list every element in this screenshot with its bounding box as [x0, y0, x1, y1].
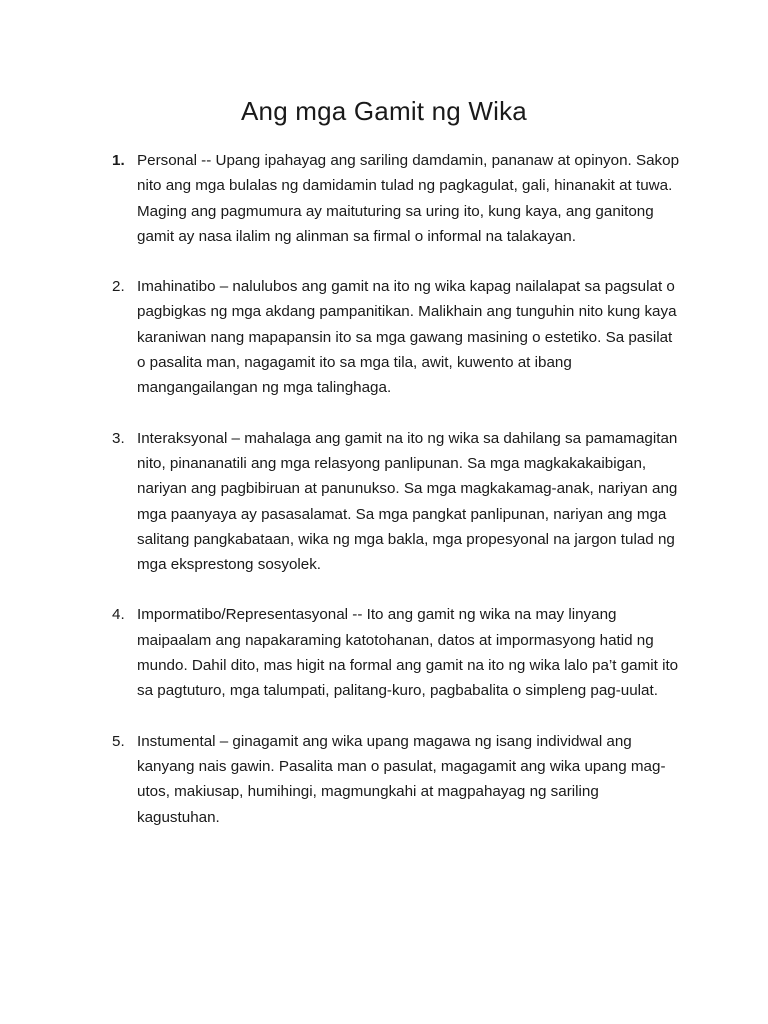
- list-item-number: 5.: [112, 732, 125, 750]
- list-item-text: Interaksyonal – mahalaga ang gamit na ito ng wika sa dahilang sa pamamagitan nito, pinananatili ang mga relasyong panlipunan. Sa mga magkakakaibigan, nariyan ang pagbibiruan at panunukso. Sa mga magkakamag-anak, nariyan ang mga paanyaya ay pasasalamat. Sa mga pangkat panlipunan, nariyan ang mga salitang pangkabataan, wika ng mga bakla, mga propesyonal na jargon tulad ng mga eksprestong sosyolek.: [137, 429, 678, 574]
- list-item: [100, 729, 680, 830]
- list-item-text: Impormatibo/Representasyonal -- Ito ang gamit ng wika na may linyang maipaalam ang napakaraming katotohanan, datos at impormasyong hatid ng mundo. Dahil dito, mas higit na formal ang gamit na ito ng wika lalo pa’t gamit ito sa pagtuturo, mga talumpati, palitang-kuro, pagbabalita o simpleng pag-uulat.: [137, 606, 679, 700]
- list-item-number: 1.: [112, 152, 125, 169]
- list-item-number: 3.: [112, 429, 125, 447]
- list-item: [100, 148, 680, 249]
- list-item: [100, 274, 680, 400]
- list-item-text: Imahinatibo – nalulubos ang gamit na ito ng wika kapag nailalapat sa pagsulat o pagbigkas ng mga akdang pampanitikan. Malikhain ang tunguhin nito kung kaya karaniwan nang mapapansin ito sa mga gawang masining o estetiko. Sa pasilat o pasalita man, nagagamit ito sa mga tila, awit, kuwento at ibang mangangailangan ng mga talinghaga.: [137, 278, 677, 397]
- document-title: Ang mga Gamit ng Wika: [241, 96, 527, 126]
- list-item: [100, 602, 680, 703]
- list-item-number: 4.: [112, 606, 125, 624]
- list-item: [100, 426, 680, 578]
- list-item-text: Instumental – ginagamit ang wika upang magawa ng isang individwal ang kanyang nais gawin. Pasalita man o pasulat, magagamit ang wika upang mag-utos, makiusap, humihingi, magmungkahi at magpahayag ng sariling kagustuhan.: [137, 732, 666, 826]
- list-item-text: Personal -- Upang ipahayag ang sariling damdamin, pananaw at opinyon. Sakop nito ang mga bulalas ng damidamin tulad ng pagkagulat, gali, hinanakit at tuwa. Maging ang pagmumura ay maituturing sa uring ito, kung kaya, ang ganitong gamit ay nasa ilalim ng alinman sa firmal o informal na talakayan.: [137, 152, 680, 245]
- uses-list: [100, 148, 680, 855]
- list-item-number: 2.: [112, 278, 125, 296]
